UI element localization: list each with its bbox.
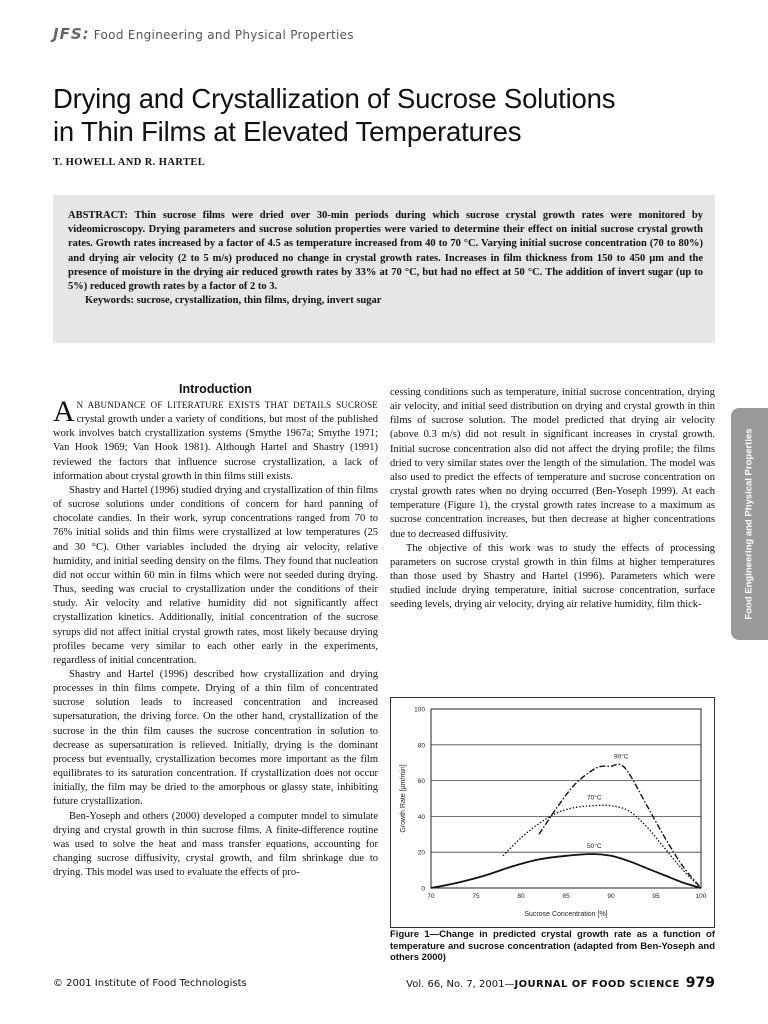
right-column <box>390 386 715 613</box>
paragraph-5: cessing conditions such as temperature, initial sucrose concentration, drying air velocity, and initial seed distribution on drying and crystal growth in thin films of sucrose solution. The model predicted that drying air velocity (above 0.3 m/s) did not result in significant increases in crystal growth. Initial sucrose concentration also did not affect the drying profile; the films dried to very similar states over the length of the simulation. The model was also used to predict the effects of temperature and sucrose concentration on crystal growth rates when no drying occurred (Ben-Yoseph 1999). At each temperature (Figure 1), the crystal growth rates increase to a maximum as sucrose concentration increases, but then decrease at higher concentrations due to decreased diffusivity. <box>390 387 715 540</box>
y-tick-label: 20 <box>417 849 425 857</box>
y-tick-label: 80 <box>417 742 425 750</box>
y-tick-label: 100 <box>414 706 425 714</box>
y-tick-label: 40 <box>417 813 425 821</box>
section-heading: Introduction <box>179 382 252 396</box>
x-tick-label: 100 <box>695 893 707 900</box>
x-tick-label: 80 <box>517 893 525 900</box>
journal-name: JOURNAL OF FOOD SCIENCE <box>514 979 680 990</box>
x-tick-label: 75 <box>472 893 480 900</box>
paragraph-2: Shastry and Hartel (1996) studied drying and crystallization of thin films of sucrose solutions under conditions of concern for hard panning of chocolate candies. In their work, syrup concentrations ranged from 70 to 76% initial solids and thin films were crystallized at low temperatures (25 and 30 °C). Other variables included the drying air velocity, relative humidity, and initial seeding density on the films. They found that nucleation did not occur within 60 min in films which were not seeded during drying. Thus, seeding was crucial to crystallization under the conditions of their study. Air velocity and relative humidity did not significantly affect crystallization kinetics. Additionally, initial concentration of the sucrose syrups did not affect initial crystal growth rates, most likely because drying profiles became very similar to each other early in the experiments, regardless of initial concentration. <box>53 484 378 666</box>
series-line <box>503 805 701 888</box>
journal-abbrev: JFS: <box>53 25 90 43</box>
figure-caption: Figure 1—Change in predicted crystal growth rate as a function of temperature and sucrose concentration (adapted from Ben-Yoseph and others 2000) <box>390 929 715 963</box>
figure-1 <box>390 697 715 928</box>
growth-rate-chart <box>391 698 714 927</box>
series-label: 50°C <box>587 842 602 850</box>
drop-cap: A <box>53 395 75 428</box>
side-tab-label: Food Engineering and Physical Properties <box>743 428 755 620</box>
authors: T. HOWELL AND R. HARTEL <box>53 157 206 168</box>
footer-citation <box>406 975 715 991</box>
abstract-text: ABSTRACT: Thin sucrose films were dried over 30-min periods during which sucrose crystal growth rates were monitored by videomicroscopy. Drying parameters and sucrose solution properties were varied to determine their effect on initial sucrose crystal growth rates. Growth rates increased by a factor of 4.5 as temperature increased from 40 to 70 °C. Varying initial sucrose concentration (70 to 80%) and drying air velocity (2 to 5 m/s) produced no change in crystal growth rates. Increases in film thickness from 150 to 450 µm and the presence of moisture in the drying air reduced growth rates by 33% at 70 °C, but had no effect at 50 °C. The addition of invert sugar (up to 5%) reduced growth rates by a factor of 2 to 3. <box>68 210 703 293</box>
keywords: Keywords: sucrose, crystallization, thin films, drying, invert sugar <box>85 295 382 307</box>
series-label: 70°C <box>587 794 602 802</box>
series-line <box>539 764 701 888</box>
copyright: © 2001 Institute of Food Technologists <box>53 978 247 989</box>
plot-frame <box>431 709 701 888</box>
series-label: 90°C <box>614 753 629 761</box>
y-axis-label: Growth Rate [µm/min] <box>400 764 407 833</box>
series-line <box>431 854 701 888</box>
paragraph-4: Ben-Yoseph and others (2000) developed a computer model to simulate drying and crystal growth in thin sucrose films. A finite-difference routine was used to solve the heat and mass transfer equations, accounting for changing sucrose diffusivity, crystal growth, and film shrinkage due to drying. This model was used to evaluate the effects of pro- <box>53 810 378 879</box>
paragraph-6: The objective of this work was to study the effects of processing parameters on sucrose crystal growth in thin films at higher temperatures than those used by Shastry and Hartel (1996). Parameters which were studied include drying temperature, initial sucrose concentration, surface seeding levels, drying air velocity, drying air relative humidity, film thick- <box>390 542 715 611</box>
x-tick-label: 95 <box>652 893 660 900</box>
x-axis-label: Sucrose Concentration [%] <box>524 911 608 918</box>
abstract-box <box>53 195 715 343</box>
x-tick-label: 70 <box>427 893 435 900</box>
left-column <box>53 395 378 880</box>
volume-info: Vol. 66, No. 7, 2001— <box>406 979 515 990</box>
x-tick-label: 85 <box>562 893 570 900</box>
title-line-1: Drying and Crystallization of Sucrose Solutions <box>53 83 616 114</box>
paragraph-1 <box>53 395 378 484</box>
article-title <box>53 82 733 148</box>
section-name: Food Engineering and Physical Properties <box>93 28 354 42</box>
small-caps-lead: N ABUNDANCE OF LITERATURE EXISTS THAT DETAILS SUCROSE <box>76 400 378 410</box>
page-number: 979 <box>685 975 715 991</box>
title-line-2: in Thin Films at Elevated Temperatures <box>53 116 522 147</box>
y-tick-label: 60 <box>417 778 425 786</box>
side-tab <box>731 408 768 640</box>
paragraph-3: Shastry and Hartel (1996) described how crystallization and drying processes in thin films compete. Drying of a thin film of concentrated sucrose solution leads to increased concentration and increased supersaturation, the driving force. On the other hand, crystallization of the sucrose in the thin film causes the sucrose concentration in solution to decrease as supersaturation is relieved. Initially, drying is the dominant process but eventually, crystallization becomes more important as the film equilibrates to its saturation concentration. If crystallization does not occur initially, the film may be dried to the amorphous or glassy state, inhibiting future crystallization. <box>53 668 378 808</box>
y-tick-label: 0 <box>421 885 425 893</box>
running-head <box>53 25 354 43</box>
x-tick-label: 90 <box>607 893 615 900</box>
paragraph-1-text: crystal growth under a variety of conditions, but most of the published work involves batch crystallization systems (Smythe 1967a; Smythe 1971; Van Hook 1969; Van Hook 1981). Although Hartel and Shastry (1991) reviewed the factors that influence sucrose crystallization, a lack of information about crystal growth in thin films still exists. <box>53 414 378 482</box>
